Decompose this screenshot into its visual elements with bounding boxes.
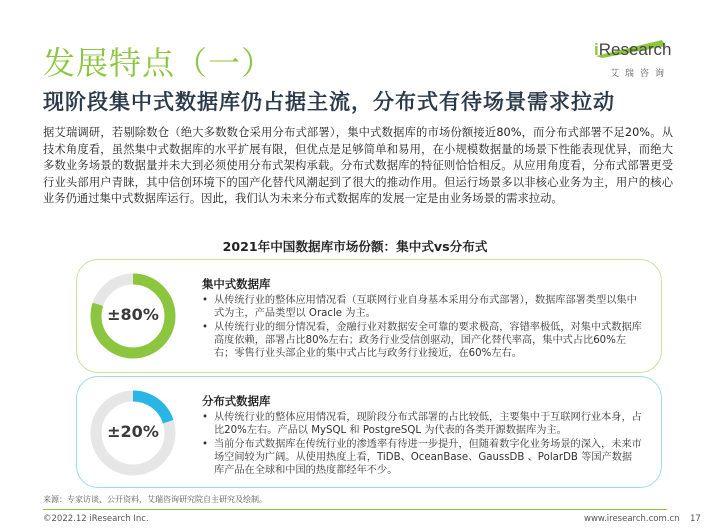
bullet-dot-icon: • [202, 322, 209, 333]
bullet-dot-icon: • [202, 295, 209, 306]
donut-label-centralized: ±80% [107, 305, 159, 324]
footer-divider [43, 509, 667, 510]
panel-distributed [76, 376, 662, 488]
source-note: 来源：专家访谈、公开资料，艾瑞咨询研究院自主研究及绘制。 [43, 495, 267, 504]
bullet-dot-icon: • [202, 412, 209, 423]
site-link[interactable]: www.iresearch.com.cn [584, 514, 680, 524]
copyright: ©2022.12 iResearch Inc. [43, 514, 149, 524]
logo-text-main: Research [598, 40, 672, 59]
bullet-item [202, 321, 642, 360]
bullet-text: 从传统行业的整体应用情况看，现阶段分布式部署的占比较低，主要集中于互联网行业本身，占比20%左右。产品以 MySQL 和 PostgreSQL 为代表的各类开源数据库为主。 [214, 412, 642, 436]
panel-heading-distributed: 分布式数据库 [202, 394, 271, 408]
bullet-text: 从传统行业的细分情况看，金融行业对数据安全可靠的要求极高，容错率极低，对集中式数据库高度依赖，部署占比80%左右；政务行业受信创驱动，国产化替代率高，集中式占比60%左右；零售行业头部企业的集中式占比与政务行业接近，在60%左右。 [214, 322, 642, 359]
panel-centralized [76, 259, 662, 373]
bullet-item [202, 411, 642, 437]
bullet-list-centralized [202, 294, 642, 361]
panel-heading-centralized: 集中式数据库 [202, 277, 271, 291]
logo-text-prefix: i [594, 40, 599, 59]
bullet-list-distributed [202, 411, 642, 478]
bullet-dot-icon: • [202, 439, 209, 450]
donut-label-distributed: ±20% [107, 422, 159, 441]
page-subtitle: 现阶段集中式数据库仍占据主流，分布式有待场景需求拉动 [43, 90, 615, 114]
bullet-item [202, 294, 642, 320]
page-number: 17 [690, 514, 701, 524]
logo-subtext: 艾瑞咨询 [610, 69, 671, 79]
iresearch-logo [588, 40, 670, 80]
bullet-text: 当前分布式数据库在传统行业的渗透率有待进一步提升，但随着数字化业务场景的深入，未来市场空间较为广阔。从使用热度上看，TiDB、OceanBase、GaussDB 、PolarDB 等国产数据库产品在全球和中国的热度都经年不少。 [214, 439, 642, 476]
chart-title: 2021年中国数据库市场份额：集中式vs分布式 [222, 239, 488, 254]
page-title: 发展特点（一） [43, 44, 275, 82]
body-paragraph: 据艾瑞调研，若剔除数仓（绝大多数数仓采用分布式部署），集中式数据库的市场份额接近80%，而分布式部署不足20%。从技术角度看，虽然集中式数据库的水平扩展有限，但优点是足够简单和易用，在小规模数据量的场景下性能表现优异，而绝大多数业务场景的数据量并未大到必须使用分布式架构承载。分布式数据库的特征则恰恰相反。从应用角度看，分布式部署更受行业头部用户青睐，其中信创环境下的国产化替代风潮起到了很大的推动作用。但运行场景多以非核心业务为主，用户的核心业务仍通过集中式数据库运行。因此，我们认为未来分布式数据库的发展一定是由业务场景的需求拉动。 [43, 126, 673, 206]
bullet-text: 从传统行业的整体应用情况看（互联网行业自身基本采用分布式部署），数据库部署类型以集中式为主，产品类型以 Oracle 为主。 [214, 295, 637, 319]
bullet-item [202, 438, 642, 477]
